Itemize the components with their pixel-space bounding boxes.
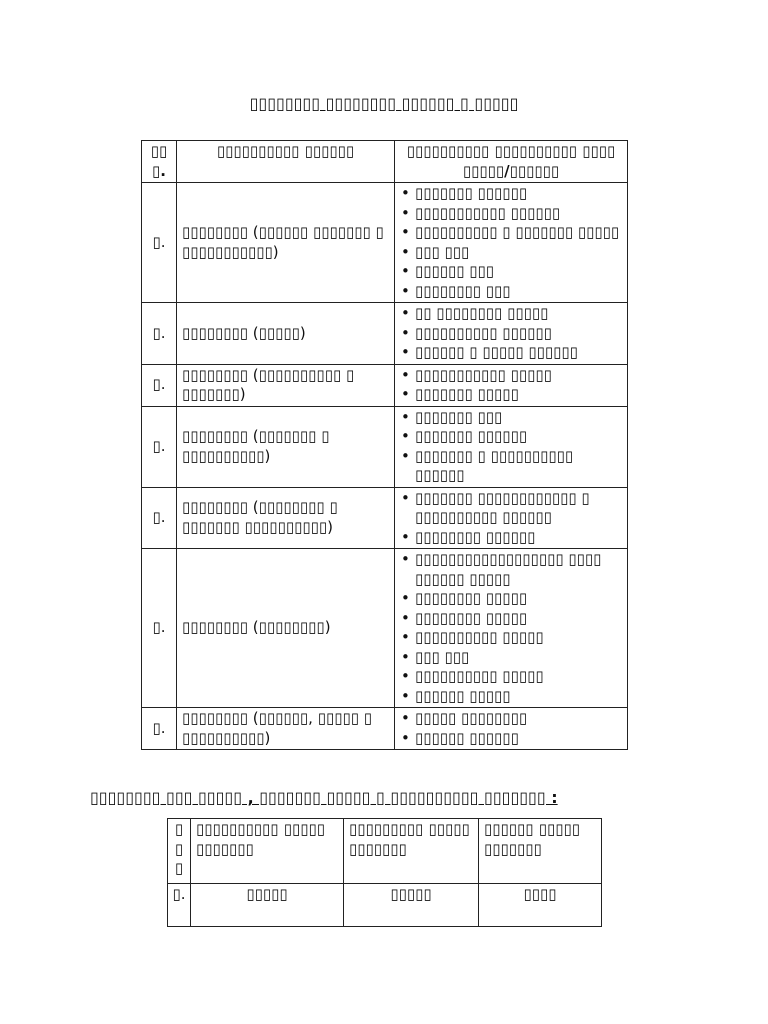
row-items [395,708,628,750]
list-item: • ▯▯▯▯▯▯▯ ▯▯▯▯▯▯▯▯▯▯▯▯ ▯ ▯▯▯▯▯▯▯▯▯▯ ▯▯▯▯▯▯ [400,489,622,528]
list-item: • ▯▯▯ ▯▯▯ [400,243,622,263]
list-item: • ▯▯▯▯▯▯ ▯▯▯▯▯▯ [400,729,622,749]
summary-body [168,884,602,927]
header-serial: ▯▯ ▯. [142,141,177,183]
list-item: • ▯▯▯▯▯▯▯▯ ▯▯▯▯▯▯ [400,528,622,548]
list-item: • ▯▯▯▯▯▯▯▯ ▯▯▯▯▯ [400,609,622,629]
table-row [142,364,628,406]
header-items: ▯▯▯▯▯▯▯▯▯▯ ▯▯▯▯▯▯▯▯▯▯ ▯▯▯▯ ▯▯▯▯▯/▯▯▯▯▯▯ [395,141,628,183]
list-item: • ▯▯▯▯▯▯▯▯▯▯▯▯▯▯▯▯▯▯ ▯▯▯▯ ▯▯▯▯▯▯ ▯▯▯▯▯ [400,550,622,589]
list-item: • ▯▯▯▯▯▯▯▯▯▯▯ ▯▯▯▯▯ [400,366,622,386]
document-title: ▯▯▯▯▯▯▯▯ ▯▯▯▯▯▯▯▯ ▯▯▯▯▯▯ ▯ ▯▯▯▯▯ [249,94,519,113]
row-serial: ▯. [142,183,177,303]
list-item: • ▯▯▯▯▯▯ ▯▯▯ [400,262,622,282]
list-item: • ▯▯▯ ▯▯▯ [400,648,622,668]
row-department: ▯▯▯▯▯▯▯▯ (▯▯▯▯▯▯▯▯) [177,549,395,708]
row-serial: ▯. [142,364,177,406]
list-item: • ▯▯▯▯▯▯▯▯▯▯▯ ▯▯▯▯▯▯ [400,204,622,224]
row-items [395,406,628,487]
summary-table [167,818,602,927]
item-list [400,408,622,486]
row-items [395,549,628,708]
list-item: • ▯▯▯▯▯▯▯ ▯▯▯▯▯▯ [400,427,622,447]
list-item: • ▯▯▯▯▯▯▯ ▯▯▯▯▯ [400,385,622,405]
header-department: ▯▯▯▯▯▯▯▯▯▯ ▯▯▯▯▯▯ [177,141,395,183]
list-item: • ▯▯▯▯▯▯▯▯▯▯ ▯ ▯▯▯▯▯▯▯ ▯▯▯▯▯ [400,223,622,243]
list-item: • ▯▯▯▯▯▯▯▯▯▯ ▯▯▯▯▯▯ [400,324,622,344]
row-serial: ▯. [142,487,177,549]
table-row [142,303,628,365]
item-list [400,304,622,363]
row-department: ▯▯▯▯▯▯▯▯ (▯▯▯▯▯▯, ▯▯▯▯▯ ▯ ▯▯▯▯▯▯▯▯▯▯) [177,708,395,750]
row-items [395,303,628,365]
table-row [142,549,628,708]
summary-header-col2: ▯▯▯▯▯▯▯▯▯ ▯▯▯▯▯ ▯▯▯▯▯▯▯ [344,819,479,884]
summary-cell: ▯▯▯▯ [479,884,602,927]
item-list [400,550,622,706]
row-items [395,364,628,406]
list-item: • ▯▯▯▯▯▯▯ ▯▯▯▯▯▯ [400,184,622,204]
row-serial: ▯. [142,708,177,750]
row-department: ▯▯▯▯▯▯▯▯ (▯▯▯▯▯) [177,303,395,365]
item-list [400,489,622,548]
summary-header-serial: ▯▯▯ [168,819,191,884]
list-item: • ▯▯▯▯▯▯ ▯ ▯▯▯▯▯ ▯▯▯▯▯▯ [400,343,622,363]
list-item: • ▯▯▯▯▯▯▯▯▯▯ ▯▯▯▯▯ [400,628,622,648]
summary-row [168,884,602,927]
row-serial: ▯. [142,406,177,487]
row-serial: ▯. [142,303,177,365]
item-list [400,184,622,301]
row-department: ▯▯▯▯▯▯▯▯ (▯▯▯▯▯▯▯▯▯▯ ▯ ▯▯▯▯▯▯▯) [177,364,395,406]
list-item: • ▯▯▯▯▯▯▯ ▯▯▯ [400,408,622,428]
summary-header-col3: ▯▯▯▯▯▯ ▯▯▯▯▯ ▯▯▯▯▯▯▯ [479,819,602,884]
table-row [142,708,628,750]
department-table [141,140,628,750]
row-items [395,487,628,549]
summary-header-row [168,819,602,884]
summary-header-col1: ▯▯▯▯▯▯▯▯▯▯ ▯▯▯▯▯ ▯▯▯▯▯▯▯ [191,819,344,884]
table-row [142,406,628,487]
row-items [395,183,628,303]
table-body [142,183,628,750]
table-header-row [142,141,628,183]
list-item: • ▯▯▯▯▯▯▯ ▯ ▯▯▯▯▯▯▯▯▯▯ ▯▯▯▯▯▯ [400,447,622,486]
row-department: ▯▯▯▯▯▯▯▯ (▯▯▯▯▯▯ ▯▯▯▯▯▯▯ ▯ ▯▯▯▯▯▯▯▯▯▯▯) [177,183,395,303]
summary-cell: ▯▯▯▯▯ [344,884,479,927]
row-department: ▯▯▯▯▯▯▯▯ (▯▯▯▯▯▯▯ ▯ ▯▯▯▯▯▯▯▯▯▯) [177,406,395,487]
row-serial: ▯. [142,549,177,708]
item-list [400,709,622,748]
table-row [142,487,628,549]
item-list [400,366,622,405]
row-department: ▯▯▯▯▯▯▯▯ (▯▯▯▯▯▯▯▯ ▯ ▯▯▯▯▯▯▯ ▯▯▯▯▯▯▯▯▯▯) [177,487,395,549]
list-item: • ▯▯▯▯▯▯ ▯▯▯▯▯ [400,687,622,707]
summary-cell: ▯. [168,884,191,927]
summary-cell: ▯▯▯▯▯ [191,884,344,927]
list-item: • ▯▯▯▯▯▯▯▯ ▯▯▯▯▯ [400,589,622,609]
list-item: • ▯▯▯▯▯ ▯▯▯▯▯▯▯▯ [400,709,622,729]
table-row [142,183,628,303]
section-subtitle: ▯▯▯▯▯▯▯▯ ▯▯▯ ▯▯▯▯▯ , ▯▯▯▯▯▯▯ ▯▯▯▯▯ ▯ ▯▯▯▯▯▯▯▯▯▯ ▯▯▯▯▯▯▯ : [90,788,558,807]
list-item: • ▯▯▯▯▯▯▯▯ ▯▯▯ [400,282,622,302]
list-item: • ▯▯ ▯▯▯▯▯▯▯▯ ▯▯▯▯▯ [400,304,622,324]
list-item: • ▯▯▯▯▯▯▯▯▯▯ ▯▯▯▯▯ [400,667,622,687]
